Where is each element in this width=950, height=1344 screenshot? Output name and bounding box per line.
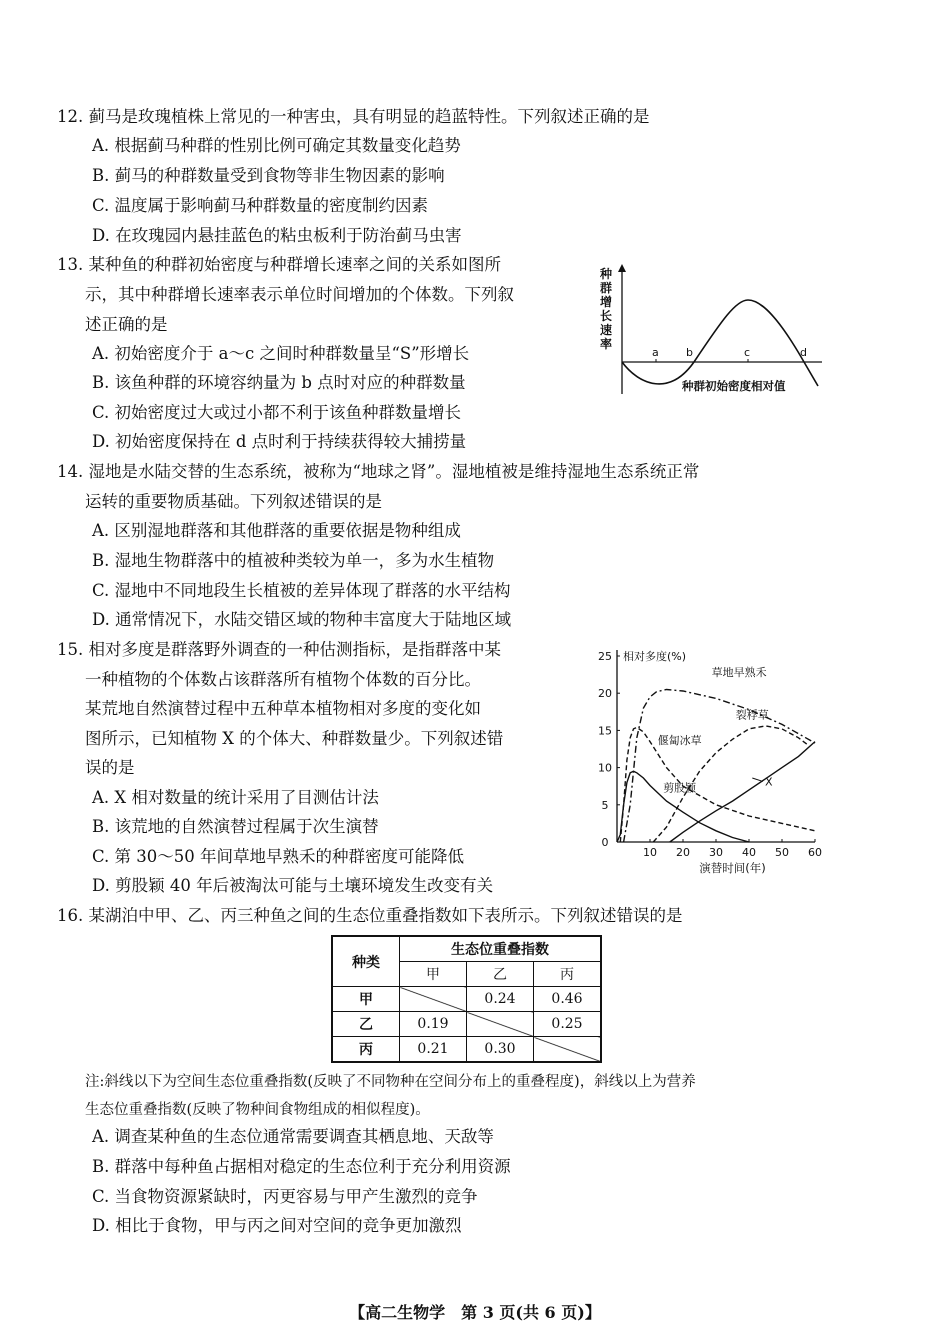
q15-option-a: A. X 相对数量的统计采用了目测估计法: [92, 788, 379, 807]
table-col-header: 甲: [400, 962, 467, 987]
table-group-header: 生态位重叠指数: [400, 936, 602, 962]
q13-y-arrow: [618, 264, 626, 272]
q16-option-c: C. 当食物资源紧缺时，丙更容易与甲产生激烈的竞争: [92, 1187, 478, 1206]
chart-y-tick-label: 5: [601, 798, 609, 812]
table-cell: 0.21: [400, 1037, 467, 1063]
table-diagonal-cell: [534, 1037, 602, 1063]
q15-stem-line2: 一种植物的个体数占该群落所有植物个体数的百分比。: [85, 670, 481, 689]
chart-x-tick-label: 40: [742, 846, 756, 859]
q15-option-d: D. 剪股颖 40 年后被淘汰可能与土壤环境发生改变有关: [92, 876, 494, 895]
page-footer: 【高二生物学 第 3 页(共 6 页)】: [349, 1303, 601, 1322]
table-diagonal-cell: [400, 987, 467, 1012]
chart-y-tick-label: 15: [598, 724, 612, 738]
chart-x-axis-label: 演替时间(年): [699, 861, 766, 875]
q12-option-b: B. 蓟马的种群数量受到食物等非生物因素的影响: [92, 166, 445, 185]
q14-option-a: A. 区别湿地群落和其他群落的重要依据是物种组成: [92, 521, 461, 540]
q16-note-line2: 生态位重叠指数(反映了物种间食物组成的相似程度)。: [85, 1102, 430, 1118]
chart-y-tick-label: 0: [601, 836, 609, 849]
chart-y-tick-label: 25: [598, 650, 612, 663]
q14-option-c: C. 湿地中不同地段生长植被的差异体现了群落的水平结构: [92, 581, 511, 600]
table-row-label: 甲: [332, 987, 400, 1012]
q13-point-a: a: [652, 346, 659, 359]
table-row: [332, 987, 601, 1012]
table-row-label: 丙: [332, 1037, 400, 1063]
chart-y-tick-label: 10: [598, 761, 612, 775]
q13-option-a: A. 初始密度介于 a～c 之间时种群数量呈“S”形增长: [92, 344, 470, 363]
q16-option-d: D. 相比于食物，甲与丙之间对空间的竞争更加激烈: [92, 1216, 462, 1235]
q15-option-c: C. 第 30～50 年间草地早熟禾的种群密度可能降低: [92, 847, 465, 866]
table-row-label: 乙: [332, 1012, 400, 1037]
chart-series-label: 草地早熟禾: [711, 666, 767, 680]
q13-ylabel-char: 种: [600, 267, 613, 281]
q15-stem-line4: 图所示，已知植物 X 的个体大、种群数量少。下列叙述错: [85, 729, 504, 748]
table-col-header: 乙: [467, 962, 534, 987]
q12-option-d: D. 在玫瑰园内悬挂蓝色的粘虫板利于防治蓟马虫害: [92, 226, 462, 245]
chart-series-label: 偃匐冰草: [657, 733, 702, 747]
q13-xlabel: 种群初始密度相对值: [682, 379, 786, 393]
q13-point-c: c: [744, 346, 751, 359]
q13-point-d: d: [800, 346, 807, 359]
q15-abundance-chart: [575, 640, 830, 880]
q13-ylabel-char: 增: [600, 295, 613, 309]
q16-option-b: B. 群落中每种鱼占据相对稳定的生态位利于充分利用资源: [92, 1157, 511, 1176]
q13-growth-curve: [622, 300, 818, 386]
chart-x-tick-label: 10: [643, 846, 657, 859]
table-cell: 0.25: [534, 1012, 602, 1037]
table-cell: 0.30: [467, 1037, 534, 1063]
q12-option-c: C. 温度属于影响蓟马种群数量的密度制约因素: [92, 196, 429, 215]
q14-option-b: B. 湿地生物群落中的植被种类较为单一，多为水生植物: [92, 551, 495, 570]
chart-x-tick-label: 20: [676, 846, 690, 859]
q13-option-b: B. 该鱼种群的环境容纳量为 b 点时对应的种群数量: [92, 373, 466, 392]
table-corner-header: 种类: [332, 936, 400, 987]
chart-series-line: [624, 690, 815, 843]
q14-stem-line1: 14. 湿地是水陆交替的生态系统，被称为“地球之肾”。湿地植被是维持湿地生态系统正常: [57, 462, 700, 481]
table-diagonal-cell: [467, 1012, 534, 1037]
chart-x-tick-label: 30: [709, 846, 723, 859]
table-cell: 0.19: [400, 1012, 467, 1037]
chart-x-tick-label: 50: [775, 846, 789, 859]
chart-series-label: X: [765, 775, 773, 789]
q13-stem-line3: 述正确的是: [85, 315, 168, 334]
table-cell: 0.46: [534, 987, 602, 1012]
chart-series-leader: [752, 778, 763, 781]
q15-option-b: B. 该荒地的自然演替过程属于次生演替: [92, 817, 379, 836]
q13-growth-rate-figure: [590, 262, 840, 402]
table-col-header: 丙: [534, 962, 602, 987]
chart-series-label: 裂稃草: [735, 708, 769, 722]
table-row: [332, 1012, 601, 1037]
table-cell: 0.24: [467, 987, 534, 1012]
q15-stem-line1: 15. 相对多度是群落野外调查的一种估测指标，是指群落中某: [57, 640, 501, 659]
q13-option-c: C. 初始密度过大或过小都不利于该鱼种群数量增长: [92, 403, 462, 422]
chart-y-tick-label: 20: [598, 687, 612, 701]
q16-note-line1: 注:斜线以下为空间生态位重叠指数(反映了不同物种在空间分布上的重叠程度)，斜线以上为营养: [85, 1074, 696, 1090]
q16-stem: 16. 某湖泊中甲、乙、丙三种鱼之间的生态位重叠指数如下表所示。下列叙述错误的是: [57, 906, 683, 925]
q13-stem-line1: 13. 某种鱼的种群初始密度与种群增长速率之间的关系如图所: [57, 255, 501, 274]
q13-ylabel-char: 速: [600, 323, 613, 337]
q13-stem-line2: 示，其中种群增长速率表示单位时间增加的个体数。下列叙: [85, 285, 514, 304]
q13-ylabel-char: 群: [600, 281, 613, 295]
q13-point-b: b: [686, 346, 693, 359]
q13-ylabel-char: 长: [600, 309, 613, 323]
chart-series-label: 剪股颖: [663, 781, 697, 795]
q13-option-d: D. 初始密度保持在 d 点时利于持续获得较大捕捞量: [92, 432, 467, 451]
chart-y-axis-label: 相对多度(%): [623, 650, 687, 663]
q12-option-a: A. 根据蓟马种群的性别比例可确定其数量变化趋势: [92, 136, 461, 155]
q14-stem-line2: 运转的重要物质基础。下列叙述错误的是: [85, 492, 382, 511]
chart-x-tick-label: 60: [808, 846, 822, 859]
q13-ylabel-char: 率: [600, 337, 613, 351]
niche-overlap-table: [331, 935, 602, 1063]
q12-stem: 12. 蓟马是玫瑰植株上常见的一种害虫，具有明显的趋蓝特性。下列叙述正确的是: [57, 107, 650, 126]
q14-option-d: D. 通常情况下，水陆交错区域的物种丰富度大于陆地区域: [92, 610, 512, 629]
q15-stem-line3: 某荒地自然演替过程中五种草本植物相对多度的变化如: [85, 699, 481, 718]
table-row: [332, 1037, 601, 1063]
q15-stem-line5: 误的是: [85, 758, 135, 777]
q16-option-a: A. 调查某种鱼的生态位通常需要调查其栖息地、天敌等: [92, 1127, 494, 1146]
